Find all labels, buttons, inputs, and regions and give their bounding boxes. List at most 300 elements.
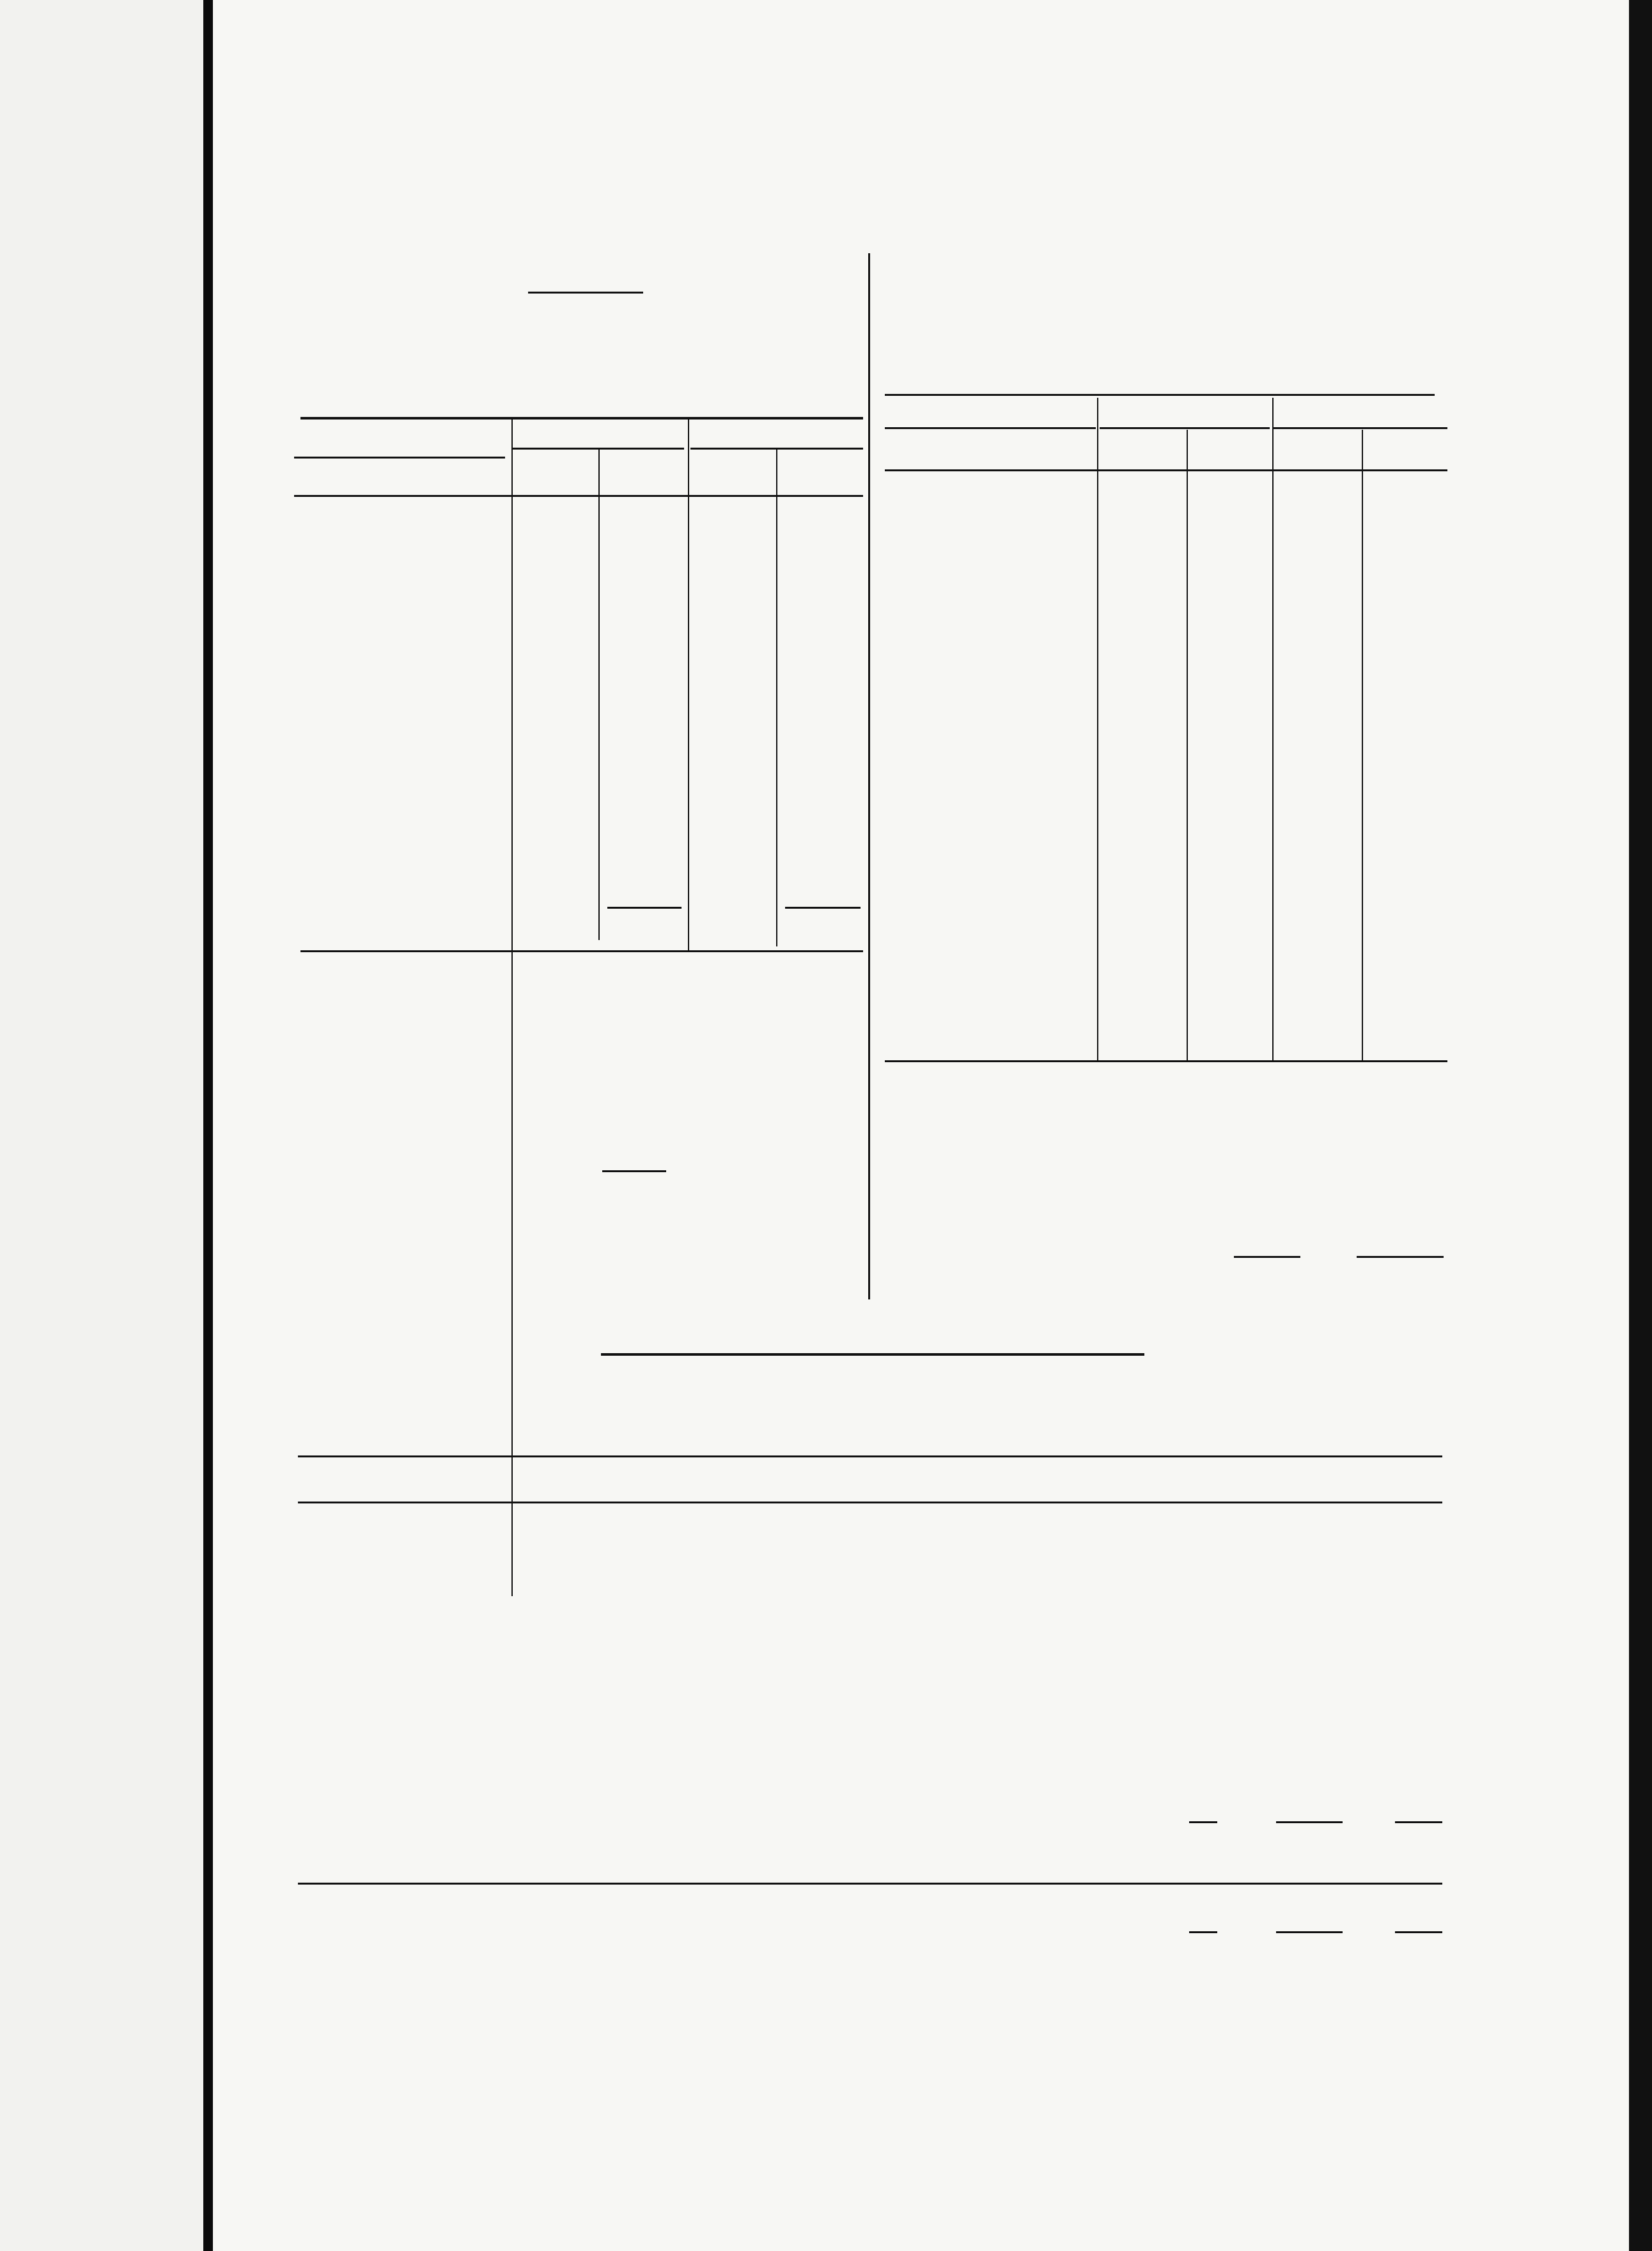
cell-value [1272,736,1362,756]
cell-value [637,763,726,783]
table-row [297,1729,1445,1748]
cell-value [1272,994,1362,1014]
row-label [881,974,1097,994]
recap-row [881,1228,1586,1248]
cell-value [1362,657,1444,677]
row-label [881,914,1097,934]
cell-value [1187,716,1272,736]
cell-value [1272,657,1362,677]
cell-value [1362,637,1444,657]
cell-value [1097,498,1187,518]
row-label [881,1166,1400,1187]
cell-value [602,1129,666,1150]
cell-value [1097,558,1187,577]
cell-value [726,842,814,862]
table-row [881,617,1444,637]
header-bottom-rule [294,495,863,497]
table-bottom-rule [300,950,863,952]
recap-row [881,1146,1586,1166]
cell-value [1097,478,1187,498]
cell-value [637,604,726,624]
row-label [295,1172,602,1193]
row-label [881,875,1097,895]
cell-value [1097,577,1187,597]
row-label [297,1788,1189,1808]
cell-value [666,1088,768,1109]
title-underline [528,292,643,294]
cell-value [543,684,637,703]
cell-value [1187,597,1272,617]
table-row [294,783,901,803]
cell-value [1362,994,1444,1014]
row-label [294,505,543,525]
row-label [294,842,543,862]
cell-value [1187,994,1272,1014]
cell-value [666,1172,768,1193]
cell-value [1368,1629,1445,1649]
table-row [297,1629,1445,1649]
cell-value [1259,1590,1368,1610]
cell-value [1368,1788,1445,1808]
coaticook-table [881,478,1444,1033]
row-label [297,1885,1189,1905]
row-label [294,723,543,743]
cell-value [1187,875,1272,895]
cell-value [1189,1649,1259,1669]
sum-rule [1395,1931,1442,1933]
cell-value [1490,1166,1586,1187]
cell-value [1490,1126,1586,1146]
cell-value [602,1172,666,1193]
row-label [294,684,543,703]
table-row [881,677,1444,696]
total-cell [1259,1839,1368,1859]
cell-value [1259,1530,1368,1550]
table-row [297,1669,1445,1689]
cell-value [1187,895,1272,914]
row-label [297,1689,1189,1709]
cell-value [1272,875,1362,895]
row-label [294,743,543,763]
cell-value [1259,1885,1368,1905]
row-label [295,1213,602,1234]
cell-value [1272,756,1362,776]
row-label [294,862,543,882]
cell-value [666,1109,768,1129]
cell-value [543,703,637,723]
table-row [294,684,901,703]
cell-value [1259,1629,1368,1649]
cell-value [1490,1187,1586,1207]
table-row [881,895,1444,914]
cell-value [637,664,726,684]
row-label [881,796,1097,815]
cell-value [543,545,637,565]
cell-value [637,505,726,525]
table-row [297,1885,1445,1905]
cell-value [1368,1709,1445,1729]
cell-value [1187,815,1272,835]
cell-value [1362,776,1444,796]
recap-row [881,1105,1586,1126]
cell-value [1368,1669,1445,1689]
table-row [881,875,1444,895]
row-label [297,1748,1189,1768]
coaticook-recap-table [881,1085,1586,1248]
table-row [297,1709,1445,1729]
row-label [881,617,1097,637]
cell-value [1362,796,1444,815]
cell-value [1097,974,1187,994]
table-row [881,796,1444,815]
cell-value [1097,875,1187,895]
rule [298,1883,1442,1885]
row-label [881,478,1097,498]
table-row [881,657,1444,677]
row-label [295,1068,602,1088]
cell-value [602,1193,666,1213]
cell-value [1187,954,1272,974]
cell-value [1272,538,1362,558]
recap-row [295,1109,768,1129]
cell-value [1189,1629,1259,1649]
table-row [294,842,901,862]
cell-value [666,1193,768,1213]
cell-value [666,1027,768,1047]
cell-value [637,565,726,584]
row-label [294,624,543,644]
cell-value [1259,1729,1368,1748]
cell-value [666,1234,768,1254]
table-top-rule [298,1455,1442,1457]
table-row [881,716,1444,736]
table-top-rule [300,417,863,420]
total-label [297,1839,1189,1859]
table-row [294,822,901,842]
row-label [881,855,1097,875]
recap-row [295,1172,768,1193]
row-label [297,1669,1189,1689]
sum-rule [1276,1931,1343,1933]
total-cell [1259,1941,1368,1961]
row-label [294,584,543,604]
total-label [297,1941,1189,1961]
cell-value [1362,617,1444,637]
cell-value [1187,558,1272,577]
row-label [294,783,543,803]
table-row [881,478,1444,498]
row-label [297,1570,1189,1590]
row-label [881,756,1097,776]
cell-value [1368,1729,1445,1748]
cell-value [726,822,814,842]
table-row [297,1610,1445,1629]
cell-value [1272,796,1362,815]
table-row [297,1570,1445,1590]
cell-value [1187,696,1272,716]
sum-rule [1189,1821,1217,1823]
cell-value [1362,597,1444,617]
cell-value [1362,756,1444,776]
row-label [881,498,1097,518]
recap-row [881,1166,1586,1187]
row-label [881,716,1097,736]
cell-value [543,604,637,624]
cell-value [1259,1709,1368,1729]
cell-value [726,604,814,624]
cell-value [602,1027,666,1047]
row-label [294,664,543,684]
cell-value [1097,855,1187,875]
total-cell [774,916,861,936]
cell-value [602,1109,666,1129]
row-label [881,954,1097,974]
st-johns-table [294,505,901,882]
cell-value [726,505,814,525]
cell-value [1362,934,1444,954]
table-row [294,565,901,584]
cell-value [543,525,637,545]
table-top-rule [885,394,1435,396]
cell-value [1368,1768,1445,1788]
cell-value [1259,1550,1368,1570]
recap-row [881,1207,1586,1228]
row-label [295,1234,602,1254]
cell-value [1362,498,1444,518]
table-bottom-rule [885,1060,1447,1062]
cell-value [1272,895,1362,914]
row-label [881,736,1097,756]
cell-value [602,1213,666,1234]
cell-value [1187,478,1272,498]
cell-value [726,684,814,703]
table-row [294,505,901,525]
cell-value [726,723,814,743]
cell-value [666,1047,768,1068]
cell-value [1362,538,1444,558]
cell-value [637,545,726,565]
cell-value [637,584,726,604]
cell-value [726,664,814,684]
cell-value [637,862,726,882]
cell-value [1368,1590,1445,1610]
cell-value [1187,736,1272,756]
cell-value [1189,1689,1259,1709]
cell-value [1097,895,1187,914]
cell-value [1272,558,1362,577]
cell-value [602,1068,666,1088]
cell-value [1189,1788,1259,1808]
cell-value [1097,835,1187,855]
row-label [881,1105,1400,1126]
recap-row [295,1068,768,1088]
sum-rule [785,907,861,909]
cell-value [1400,1228,1490,1248]
cell-value [1400,1126,1490,1146]
table-row [881,538,1444,558]
cell-value [1187,914,1272,934]
row-label [297,1550,1189,1570]
cell-value [637,842,726,862]
cell-value [1490,1228,1586,1248]
cell-value [1189,1570,1259,1590]
sum-rule [607,907,682,909]
table-row [881,577,1444,597]
cell-value [1272,934,1362,954]
row-label [297,1510,1189,1530]
table-row [881,1014,1444,1033]
year-rule [1100,427,1270,429]
table-row [881,855,1444,875]
vessels-table [297,1510,1445,1808]
row-label [294,565,543,584]
total-label [881,1267,1295,1287]
row-label [881,815,1097,835]
row-label [297,1590,1189,1610]
cell-value [1097,756,1187,776]
row-label [297,1610,1189,1629]
cell-value [1187,498,1272,518]
row-label [881,1228,1400,1248]
cell-value [1097,716,1187,736]
cell-value [726,545,814,565]
table-row [294,644,901,664]
coaticook-total-row [881,1267,1481,1287]
cell-value [1272,954,1362,974]
table-row [297,1550,1445,1570]
cell-value [726,743,814,763]
row-label [297,1768,1189,1788]
row-label [881,696,1097,716]
cell-value [1189,1550,1259,1570]
header-bottom-rule [885,469,1447,471]
cell-value [1272,974,1362,994]
table-row [881,934,1444,954]
cell-value [1400,1146,1490,1166]
col-quantity [511,462,598,482]
row-label [294,822,543,842]
cell-value [1272,716,1362,736]
cell-value [1362,875,1444,895]
col-value [1187,439,1272,459]
row-label [295,1129,602,1150]
cell-value [543,842,637,862]
table-row [297,1510,1445,1530]
sum-rule [1276,1821,1343,1823]
row-label [881,577,1097,597]
recap-row [295,1234,768,1254]
total-label [294,916,509,936]
page-edge [1629,0,1652,2251]
table-row [297,1905,1445,1925]
cell-value [726,862,814,882]
year-rule [511,448,684,450]
table-row [294,763,901,783]
cell-value [726,763,814,783]
total-cell [1189,1941,1259,1961]
sum-rule [1189,1931,1217,1933]
cell-value [726,783,814,803]
cell-value [1187,657,1272,677]
coaticook-header [885,439,1444,459]
row-label [295,1150,602,1172]
cell-value [1189,1669,1259,1689]
cell-value [1097,914,1187,934]
table-row [297,1748,1445,1768]
cell-value [1400,1187,1490,1207]
table-row [881,776,1444,796]
cell-value [543,723,637,743]
cell-value [1362,895,1444,914]
cell-value [1362,855,1444,875]
cell-value [602,1150,666,1172]
section-separator [601,1353,1144,1356]
cell-value [543,822,637,842]
row-label [297,1905,1189,1925]
cell-value [637,803,726,822]
cell-value [666,1129,768,1150]
table-row [881,518,1444,538]
cell-value [1187,835,1272,855]
row-label [881,538,1097,558]
total-cell [596,916,685,936]
row-label [294,644,543,664]
table-row [881,815,1444,835]
recap-row [295,1213,768,1234]
row-label [881,1014,1097,1033]
header-rule [885,427,1096,429]
cell-value [726,703,814,723]
cell-value [1272,1014,1362,1033]
cell-value [1400,1085,1490,1105]
recap-row [881,1187,1586,1207]
cell-value [1189,1590,1259,1610]
row-label [881,558,1097,577]
row-label [295,1027,602,1047]
cell-value [1187,577,1272,597]
total-cell [1189,1839,1259,1859]
cell-value [666,1150,768,1172]
cell-value [1187,518,1272,538]
table-row [881,637,1444,657]
cell-value [637,743,726,763]
row-label [881,776,1097,796]
cell-value [726,644,814,664]
cell-value [1362,835,1444,855]
cell-value [1272,577,1362,597]
table-row [294,525,901,545]
cell-value [637,644,726,664]
cell-value [1272,677,1362,696]
cell-value [637,723,726,743]
cell-value [1362,478,1444,498]
cell-value [1097,538,1187,558]
row-label [294,545,543,565]
cell-value [1259,1610,1368,1629]
cell-value [1189,1610,1259,1629]
table-row [881,736,1444,756]
table-row [881,954,1444,974]
row-label [295,1047,602,1068]
row-label [881,1187,1400,1207]
cell-value [1097,637,1187,657]
cell-value [1490,1146,1586,1166]
col-value [1362,439,1444,459]
column-divider [868,253,870,1299]
cell-value [1368,1610,1445,1629]
row-label [295,1088,602,1109]
cell-value [1362,914,1444,934]
